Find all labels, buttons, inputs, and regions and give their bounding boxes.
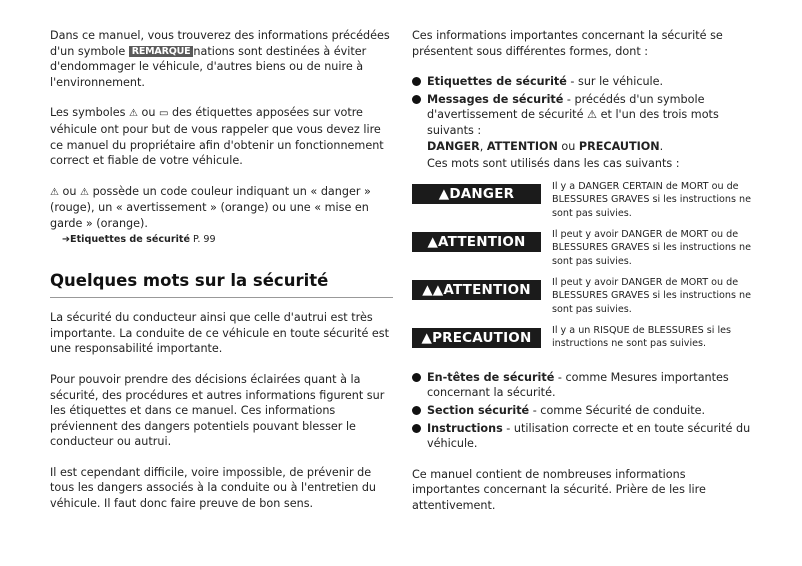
list-item: Instructions - utilisation correcte et en toute sécurité du véhicule. [412, 421, 754, 452]
symbols-paragraph: Les symboles ⚠ ou ▭ des étiquettes apposées sur votre véhicule ont pour but de vous rappeler que vous devez lire ce manuel du propriétaire afin d'obtenir un fonctionnement correct et fiable de votre véhicule. [50, 106, 384, 168]
warning-book-icon: ⚠ [80, 186, 89, 198]
signal-label: ▲DANGER [412, 184, 541, 204]
signal-description: Il y a DANGER CERTAIN de MORT ou de BLESSURES GRAVES si les instructions ne sont pas suivies. [552, 180, 752, 219]
signal-row [412, 180, 754, 232]
body-paragraph-1: La sécurité du conducteur ainsi que celle d'autrui est très importante. La conduite de ce véhicule en toute sécurité est une responsabilité importante. [50, 311, 390, 356]
signal-label: ▲▲ATTENTION [412, 280, 541, 300]
left-column [50, 28, 393, 512]
warning-triangle-icon: ⚠ [587, 108, 598, 122]
bullet-icon [412, 77, 421, 86]
list-item: En-têtes de sécurité - comme Mesures importantes concernant la sécurité. [412, 370, 754, 401]
list-item: Section sécurité - comme Sécurité de conduite. [412, 403, 754, 419]
info-forms-list [412, 74, 754, 154]
intro-paragraph: Ces informations importantes concernant la sécurité se présentent sous différentes formes, dont : [412, 29, 723, 58]
section-heading: Quelques mots sur la sécurité [50, 271, 393, 298]
signal-label: ▲ATTENTION [412, 232, 541, 252]
list-item: Etiquettes de sécurité - sur le véhicule. [412, 74, 754, 90]
bullet-icon [412, 424, 421, 433]
remarque-paragraph: Dans ce manuel, vous trouverez des informations précédées d'un symbole REMARQUE nations sont destinées à éviter d'endommager le véhicule, d'autres biens ou de nuire à l'environnement. [50, 29, 390, 89]
signal-description: Il peut y avoir DANGER de MORT ou de BLESSURES GRAVES si les instructions ne sont pas suivies. [552, 276, 752, 315]
bullet-icon [412, 95, 421, 104]
arrow-ref-icon: ➔ [62, 233, 71, 245]
list-item: Messages de sécurité - précédés d'un symbole d'avertissement de sécurité ⚠ et l'un des trois mots suivants : DANGER, ATTENTION ou PRECAUTION. [412, 92, 754, 154]
bullet-icon [412, 406, 421, 415]
warning-triangle-icon: ⚠ [128, 108, 138, 120]
outro-paragraph: Ce manuel contient de nombreuses informations importantes concernant la sécurité. Prière de les lire attentivement. [412, 467, 706, 512]
remarque-badge: REMARQUE [129, 46, 194, 57]
safety-elements-list [412, 370, 754, 452]
signal-label: ▲PRECAUTION [412, 328, 541, 348]
bullet-icon [412, 373, 421, 382]
signal-row [412, 324, 754, 368]
body-paragraph-3: Il est cependant difficile, voire impossible, de prévenir de tous les dangers associés à la conduite ou à l'entretien du véhicule. Il faut donc faire preuve de bon sens. [50, 465, 377, 511]
book-icon: ▭ [159, 108, 169, 120]
signal-row [412, 228, 754, 280]
signal-words-list [412, 180, 754, 368]
color-code-paragraph: ⚠ ou ⚠ possède un code couleur indiquant un « danger » (rouge), un « avertissement » (orange) ou une « mise en garde » (orange). [50, 184, 371, 230]
signal-description: Il y a un RISQUE de BLESSURES si les instructions ne sont pas suivies. [552, 324, 732, 350]
right-column [412, 28, 754, 514]
warning-triangle-icon: ⚠ [50, 186, 59, 198]
page-reference-link[interactable]: ➔Etiquettes de sécurité P. 99 [62, 233, 216, 245]
signal-row [412, 276, 754, 328]
usage-line: Ces mots sont utilisés dans les cas suivants : [427, 157, 680, 171]
body-paragraph-2: Pour pouvoir prendre des décisions éclairées quant à la sécurité, des procédures et autres informations figurent sur les étiquettes et dans ce manuel. Ces informations préviennent des dangers potentiels pouvant blesser le conducteur ou autrui. [50, 372, 385, 449]
signal-description: Il peut y avoir DANGER de MORT ou de BLESSURES GRAVES si les instructions ne sont pas suivies. [552, 228, 752, 267]
